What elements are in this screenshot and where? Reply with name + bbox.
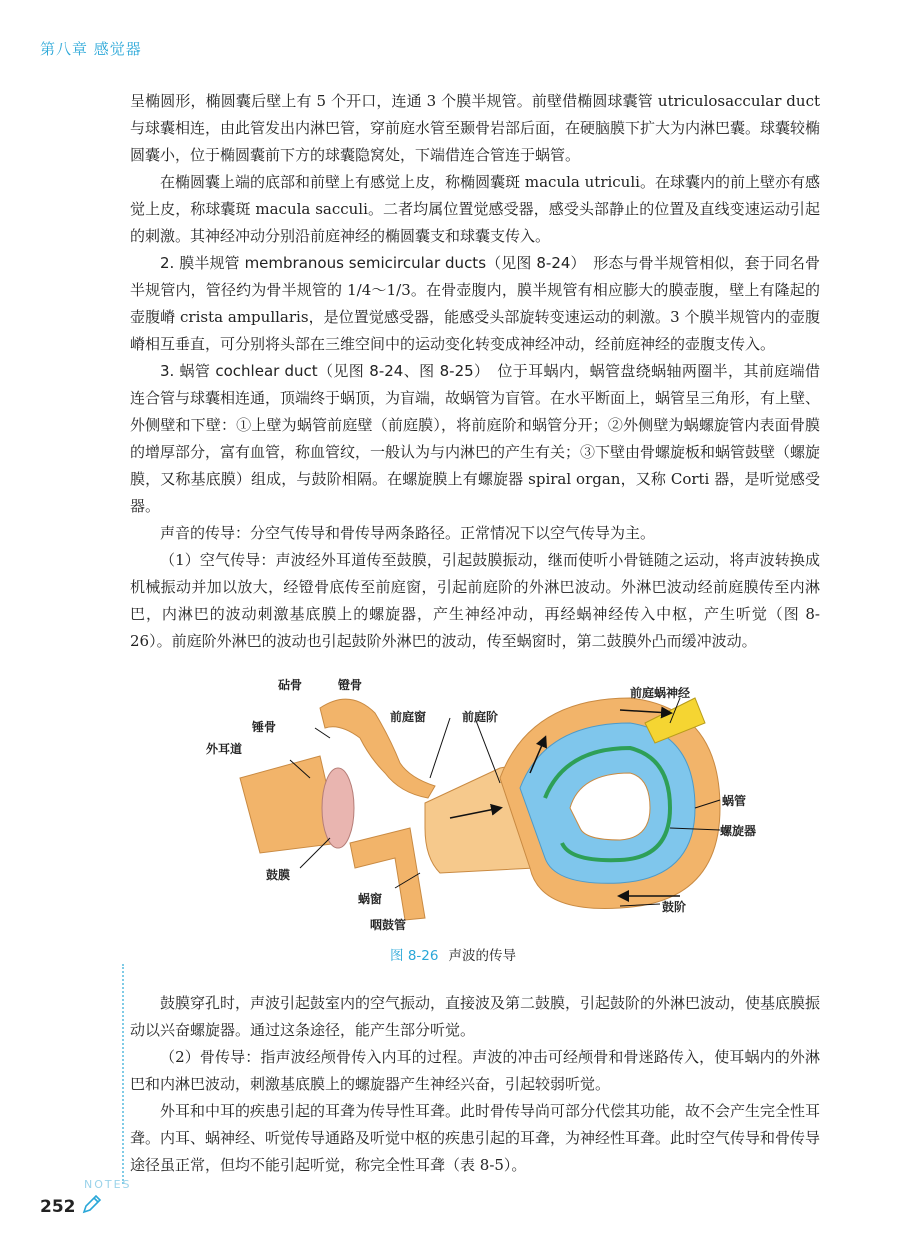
pencil-icon	[80, 1192, 104, 1216]
caption-number: 图 8-26	[390, 948, 439, 964]
paragraph: 在椭圆囊上端的底部和前壁上有感觉上皮，称椭圆囊斑 macula utriculi。在球囊内的前上壁亦有感觉上皮，称球囊斑 macula sacculi。二者均属位置觉感受器，感受头部静止的位置及直线变速运动引起的刺激。其神经冲动分别沿前庭神经的椭圆囊支和球囊支传入。	[130, 173, 820, 245]
paragraph	[130, 250, 820, 358]
tympanic-membrane-shape	[322, 768, 354, 848]
label-tympanic-membrane: 鼓膜	[266, 868, 291, 882]
label-stapes: 镫骨	[338, 678, 363, 692]
paragraph-text: 位于耳蜗内，蜗管盘绕蜗轴两圈半，其前庭端借连合管与球囊相连通，顶端终于蜗顶，为盲端，故蜗管为盲管。在水平断面上，蜗管呈三角形，有上壁、外侧壁和下壁：①上壁为蜗管前庭壁（前庭膜），将前庭阶和蜗管分开；②外侧壁为蜗螺旋管内表面骨膜的增厚部分，富有血管，称血管纹，一般认为与内淋巴的产生有关；③下壁由骨螺旋板和蜗管鼓壁（螺旋膜，又称基底膜）组成，与鼓阶相隔。在螺旋膜上有螺旋器 spiral organ，又称 Corti 器，是听觉感受器。	[130, 362, 821, 515]
label-scala-vestibuli: 前庭阶	[462, 710, 499, 724]
notes-margin-line	[122, 964, 124, 1184]
body-text-bottom	[130, 990, 820, 1179]
section-heading: 3. 蜗管 cochlear duct（见图 8-24、图 8-25）	[160, 362, 482, 380]
label-cochlear-duct: 蜗管	[722, 794, 747, 808]
label-malleus: 锤骨	[252, 720, 277, 734]
paragraph: 外耳和中耳的疾患引起的耳聋为传导性耳聋。此时骨传导尚可部分代偿其功能，故不会产生完全性耳聋。内耳、蜗神经、听觉传导通路及听觉中枢的疾患引起的耳聋，为神经性耳聋。此时空气传导和骨传导途径虽正常，但均不能引起听觉，称完全性耳聋（表 8-5）。	[130, 1102, 821, 1174]
body-text-top	[130, 88, 820, 655]
label-round-window: 蜗窗	[358, 892, 383, 906]
caption-title: 声波的传导	[448, 948, 516, 964]
label-oval-window: 前庭窗	[390, 710, 427, 724]
paragraph-text: 形态与骨半规管相似，套于同名骨半规管内，管径约为骨半规管的 1/4～1/3。在骨壶腹内，膜半规管有相应膨大的膜壶腹，壁上有隆起的壶腹嵴 crista ampullaris，是位置觉感受器，能感受头部旋转变速运动的刺激。3 个膜半规管内的壶腹嵴相互垂直，可分别将头部在三维空间中的运动变化转变成神经冲动，经前庭神经的壶腹支传入。	[130, 254, 820, 353]
paragraph: （1）空气传导：声波经外耳道传至鼓膜，引起鼓膜振动，继而使听小骨链随之运动，将声波转换成机械振动并加以放大，经镫骨底传至前庭窗，引起前庭阶的外淋巴波动。外淋巴波动经前庭膜传至内淋巴，内淋巴的波动刺激基底膜上的螺旋器，产生神经冲动，再经蜗神经传入中枢，产生听觉（图 8-26）。前庭阶外淋巴的波动也引起鼓阶外淋巴的波动，传至蜗窗时，第二鼓膜外凸而缓冲波动。	[130, 551, 820, 650]
page-number: 252	[40, 1197, 76, 1217]
label-incus: 砧骨	[278, 678, 303, 692]
label-pharyngotympanic-tube: 咽鼓管	[370, 918, 407, 932]
sound-conduction-figure	[200, 668, 760, 938]
figure-caption	[0, 944, 906, 964]
label-cochlear-nerve: 前庭蜗神经	[630, 686, 691, 700]
label-ear-canal: 外耳道	[206, 742, 243, 756]
section-heading: 2. 膜半规管 membranous semicircular ducts（见图 8-24）	[160, 254, 579, 272]
paragraph	[130, 358, 820, 520]
paragraph: 鼓膜穿孔时，声波引起鼓室内的空气振动，直接波及第二鼓膜，引起鼓阶的外淋巴波动，使基底膜振动以兴奋螺旋器。通过这条途径，能产生部分听觉。	[130, 994, 821, 1039]
paragraph: 声音的传导：分空气传导和骨传导两条路径。正常情况下以空气传导为主。	[160, 524, 656, 542]
chapter-header: 第八章 感觉器	[40, 40, 142, 58]
label-scala-tympani: 鼓阶	[662, 900, 687, 914]
notes-label: NOTES	[84, 1178, 132, 1191]
paragraph: 呈椭圆形，椭圆囊后壁上有 5 个开口，连通 3 个膜半规管。前壁借椭圆球囊管 utriculosaccular duct 与球囊相连，由此管发出内淋巴管，穿前庭水管至颞骨岩部后面，在硬脑膜下扩大为内淋巴囊。球囊较椭圆囊小，位于椭圆囊前下方的球囊隐窝处，下端借连合管连于蜗管。	[130, 92, 821, 164]
paragraph: （2）骨传导：指声波经颅骨传入内耳的过程。声波的冲击可经颅骨和骨迷路传入，使耳蜗内的外淋巴和内淋巴波动，刺激基底膜上的螺旋器产生神经兴奋，引起较弱听觉。	[130, 1048, 820, 1093]
label-spiral-organ: 螺旋器	[720, 824, 757, 838]
